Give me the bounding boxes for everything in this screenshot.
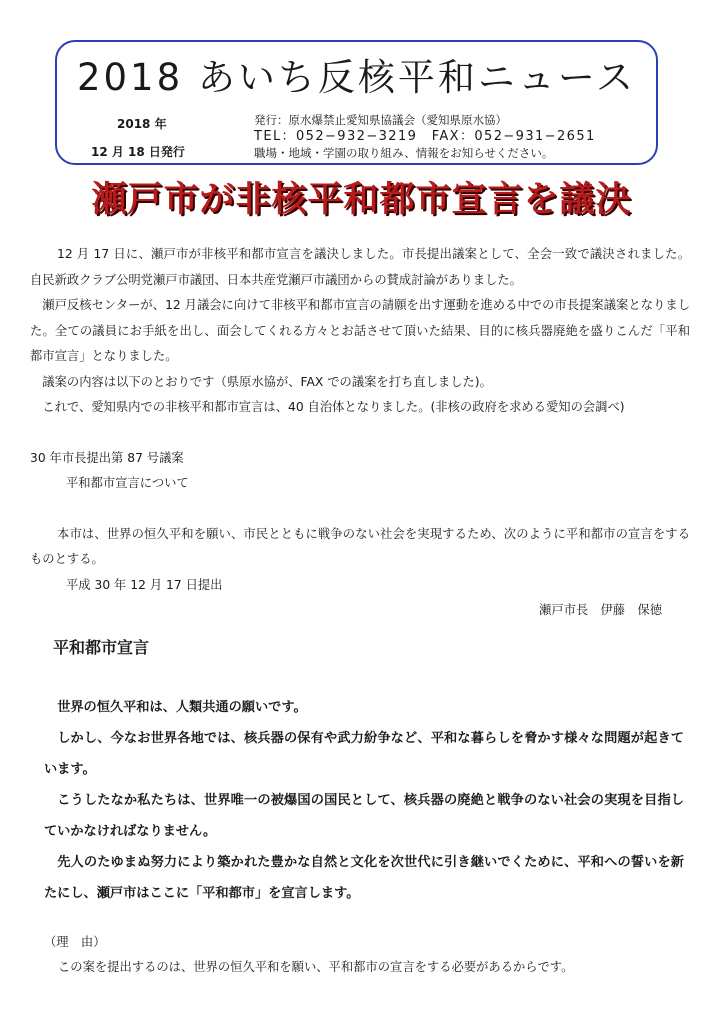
bill-subject: 平和都市宣言について [66, 476, 189, 490]
publisher-info [254, 112, 596, 161]
declaration-body [44, 692, 684, 909]
publisher-name: 発行：原水爆禁止愛知県協議会（愛知県原水協） [254, 113, 507, 127]
bill-number: 30 年市長提出第 87 号議案 [30, 450, 184, 465]
article-paragraph: 12 月 17 日に、瀬戸市が非核平和都市宣言を議決しました。市長提出議案として、全会一致で議決されました。自民新政クラブ公明党瀬戸市議団、日本共産党瀬戸市議団からの賛成討論がありました。 [30, 247, 690, 287]
contact-numbers: TEL：052−932−3219 FAX：052−931−2651 [254, 129, 596, 144]
reason-text: この案を提出するのは、世界の恒久平和を願い、平和都市の宣言をする必要があるからです。 [58, 960, 574, 974]
article-paragraph: 瀬戸反核センターが、12 月議会に向けて非核平和都市宣言の請願を出す運動を進める中での市長提案議案となりました。全ての議員にお手紙を出し、面会してくれる方々とお話させて頂いた結果、目的に核兵器廃絶を盛りこんだ「平和都市宣言」となりました。 [30, 298, 690, 363]
bill-submitted-date: 平成 30 年 12 月 17 日提出 [66, 577, 223, 592]
article-body [30, 242, 690, 624]
declaration-paragraph: こうしたなか私たちは、世界唯一の被爆国の国民として、核兵器の廃絶と戦争のない社会の実現を目指していかなければなりません。 [44, 793, 684, 839]
issue-year: 2018 年 [117, 117, 167, 131]
declaration-paragraph: 先人のたゆまぬ努力により築かれた豊かな自然と文化を次世代に引き継いでくために、平和への誓いを新たにし、瀬戸市はここに「平和都市」を宣言します。 [44, 855, 684, 901]
spacer [30, 497, 690, 522]
declaration-paragraph: しかし、今なお世界各地では、核兵器の保有や武力紛争など、平和な暮らしを脅かす様々な問題が起きています。 [44, 731, 684, 777]
bill-body: 本市は、世界の恒久平和を願い、市民とともに戦争のない社会を実現するため、次のように平和都市の宣言をするものとする。 [30, 526, 690, 566]
tagline: 職場・地域・学園の取り組み、情報をお知らせください。 [254, 146, 554, 160]
masthead [55, 40, 658, 165]
spacer [30, 421, 690, 446]
mayor-signature: 瀬戸市長 伊藤 保徳 [539, 603, 662, 617]
declaration-heading: 平和都市宣言 [53, 638, 150, 657]
headline: 瀬戸市が非核平和都市宣言を議決 [91, 180, 632, 220]
article-paragraph: 議案の内容は以下のとおりです（県原水協が、FAX での議案を打ち直しました)。 [42, 374, 492, 389]
issue-date: 12 月 18 日発行 [91, 145, 185, 159]
newsletter-title: 2018 あいち反核平和ニュース [76, 56, 637, 99]
reason-heading: （理 由） [44, 935, 106, 949]
declaration-paragraph: 世界の恒久平和は、人類共通の願いです。 [57, 700, 307, 715]
article-paragraph: これで、愛知県内での非核平和都市宣言は、40 自治体となりました。(非核の政府を求める愛知の会調べ) [42, 400, 625, 414]
